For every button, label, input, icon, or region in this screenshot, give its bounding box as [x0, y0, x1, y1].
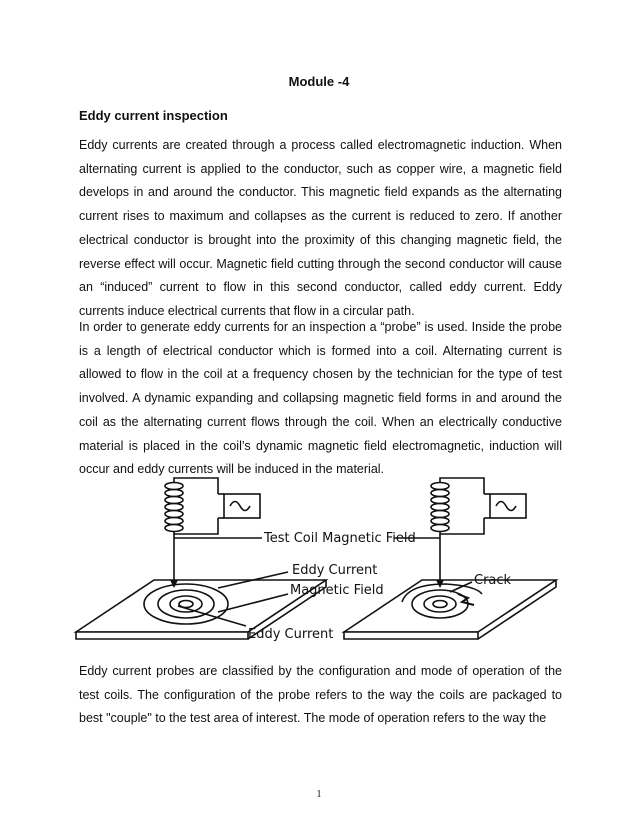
left-eddy-circles — [144, 584, 228, 624]
left-probe-coil — [165, 483, 183, 532]
section-heading: Eddy current inspection — [79, 108, 228, 123]
left-circuit-wire — [174, 478, 218, 494]
page-number: 1 — [316, 789, 322, 800]
label-test-coil-magnetic-field: Test Coil Magnetic Field — [264, 531, 416, 546]
left-ac-source — [224, 494, 260, 518]
paragraph-3: Eddy current probes are classified by the configuration and mode of operation of the test coils. The configuration of the probe refers to the way the coils are packaged to best "couple" to the test area of interest. The mode of operation refers to the way the — [79, 664, 562, 726]
module-title: Module -4 — [288, 74, 350, 89]
right-probe-coil — [431, 483, 449, 532]
label-magnetic-field: Magnetic Field — [290, 583, 384, 598]
crack-line — [458, 594, 474, 605]
right-ac-source — [490, 494, 526, 518]
label-eddy-current-top: Eddy Current — [292, 563, 378, 578]
label-crack: Crack — [474, 573, 512, 588]
paragraph-1: Eddy currents are created through a process called electromagnetic induction. When alternating current is applied to the conductor, such as copper wire, a magnetic field develops in and around the conductor. This magnetic field expands as the alternating current rises to maximum and collapses as the current is reduced to zero. If another electrical conductor is brought into the proximity of this changing magnetic field, the reverse effect will occur. Magnetic field cutting through the second conductor will cause an “induced” current to flow in this second conductor, called eddy current. Eddy currents induce electrical currents that flow in a circular path. — [79, 138, 562, 318]
right-eddy-circles — [402, 584, 482, 618]
right-circuit-wire — [440, 478, 484, 494]
eddy-current-diagram — [68, 476, 568, 648]
paragraph-2: In order to generate eddy currents for an inspection a “probe” is used. Inside the probe is a length of electrical conductor which is formed into a coil. Alternating current is allowed to flow in the coil at a frequency chosen by the technician for the type of test involved. A dynamic expanding and collapsing magnetic field forms in and around the coil as the alternating current flows through the coil. When an electrically conductive material is placed in the coil’s dynamic magnetic field electromagnetic, induction will occur and eddy currents will be induced in the material. — [79, 320, 562, 477]
label-eddy-current-bottom: Eddy Current — [248, 627, 334, 642]
